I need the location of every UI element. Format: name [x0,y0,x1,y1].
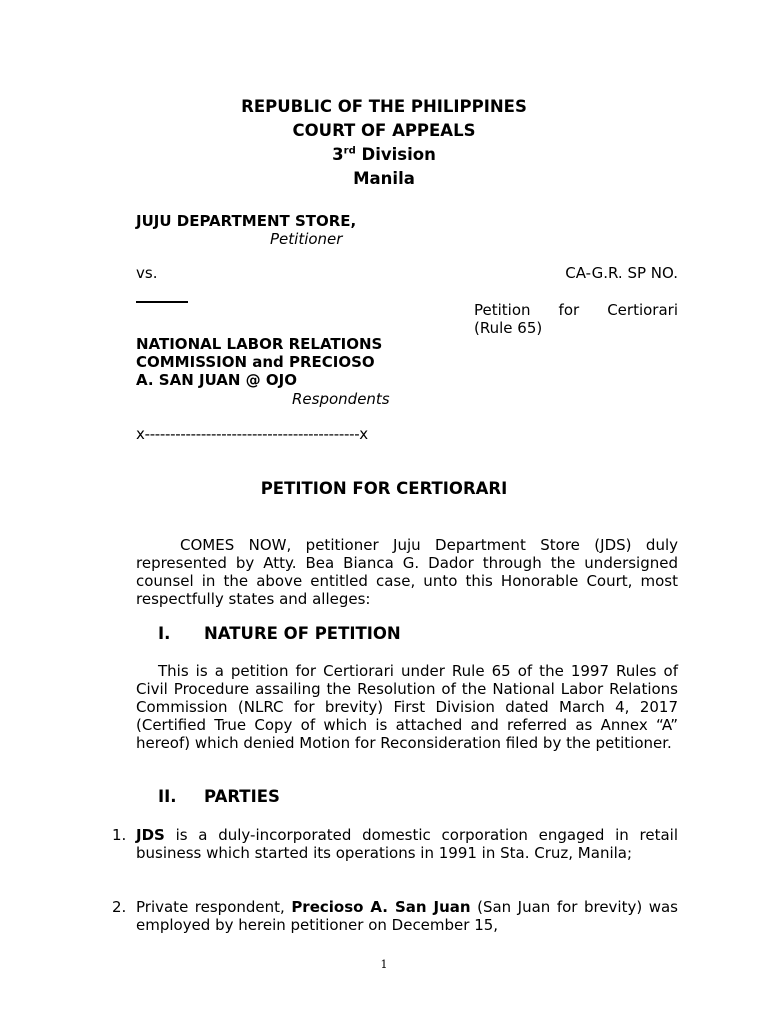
intro-paragraph: COMES NOW, petitioner Juju Department Store (JDS) duly represented by Atty. Bea Bianca G. Dador through the undersigned counsel in the above entitled case, unto this Honorable Court, most respectfully states and alleges: [136,536,678,608]
page-number: 1 [380,958,388,971]
document-title: PETITION FOR CERTIORARI [260,479,508,498]
heading-court: COURT OF APPEALS [292,121,476,140]
petition-type-line1: Petition for Certiorari [474,301,678,319]
petition-type-line2: (Rule 65) [474,319,543,337]
list-item-bold: Precioso A. San Juan [291,898,471,916]
list-item-number: 1. [112,826,127,844]
section2-number: II. [158,787,177,806]
case-number: CA-G.R. SP NO. [565,264,678,282]
court-heading [0,95,768,191]
list-item-number: 2. [112,898,127,916]
petitioner-name: JUJU DEPARTMENT STORE, [136,212,357,230]
section2-title: PARTIES [204,787,280,806]
petition-type [474,301,678,337]
section1-title: NATURE OF PETITION [204,624,401,643]
heading-city: Manila [353,169,415,188]
list-item [136,898,678,934]
list-item-text: (San Juan for brevity) was employed by herein petitioner on December 15, [136,898,678,934]
list-item-bold: JDS [136,826,165,844]
case-number-blank [136,292,188,310]
respondent-line1: NATIONAL LABOR RELATIONS [136,335,383,353]
respondent-line2: COMMISSION and PRECIOSO [136,353,375,371]
heading-division [0,143,768,167]
section1-body: This is a petition for Certiorari under Rule 65 of the 1997 Rules of Civil Procedure assailing the Resolution of the National Labor Relations Commission (NLRC for brevity) First Division dated March 4, 2017 (Certified True Copy of which is attached and referred as Annex “A” hereof) which denied Motion for Reconsideration filed by the petitioner. [136,662,678,752]
list-item-pre: Private respondent, [136,898,292,916]
respondent-line3: A. SAN JUAN @ OJO [136,371,297,389]
division-number: 3 [332,145,344,164]
division-word: Division [361,145,436,164]
heading-republic: REPUBLIC OF THE PHILIPPINES [241,97,527,116]
division-suffix: rd [343,145,356,157]
list-item-text: is a duly-incorporated domestic corporation engaged in retail business which started its operations in 1991 in Sta. Cruz, Manila; [136,826,678,862]
caption-separator: x------------------------------------------x [136,425,368,443]
respondents-label: Respondents [292,390,390,408]
list-item [136,826,678,862]
versus-label: vs. [136,264,158,282]
section1-number: I. [158,624,171,643]
respondents-block [136,335,382,389]
petitioner-label: Petitioner [270,230,343,248]
